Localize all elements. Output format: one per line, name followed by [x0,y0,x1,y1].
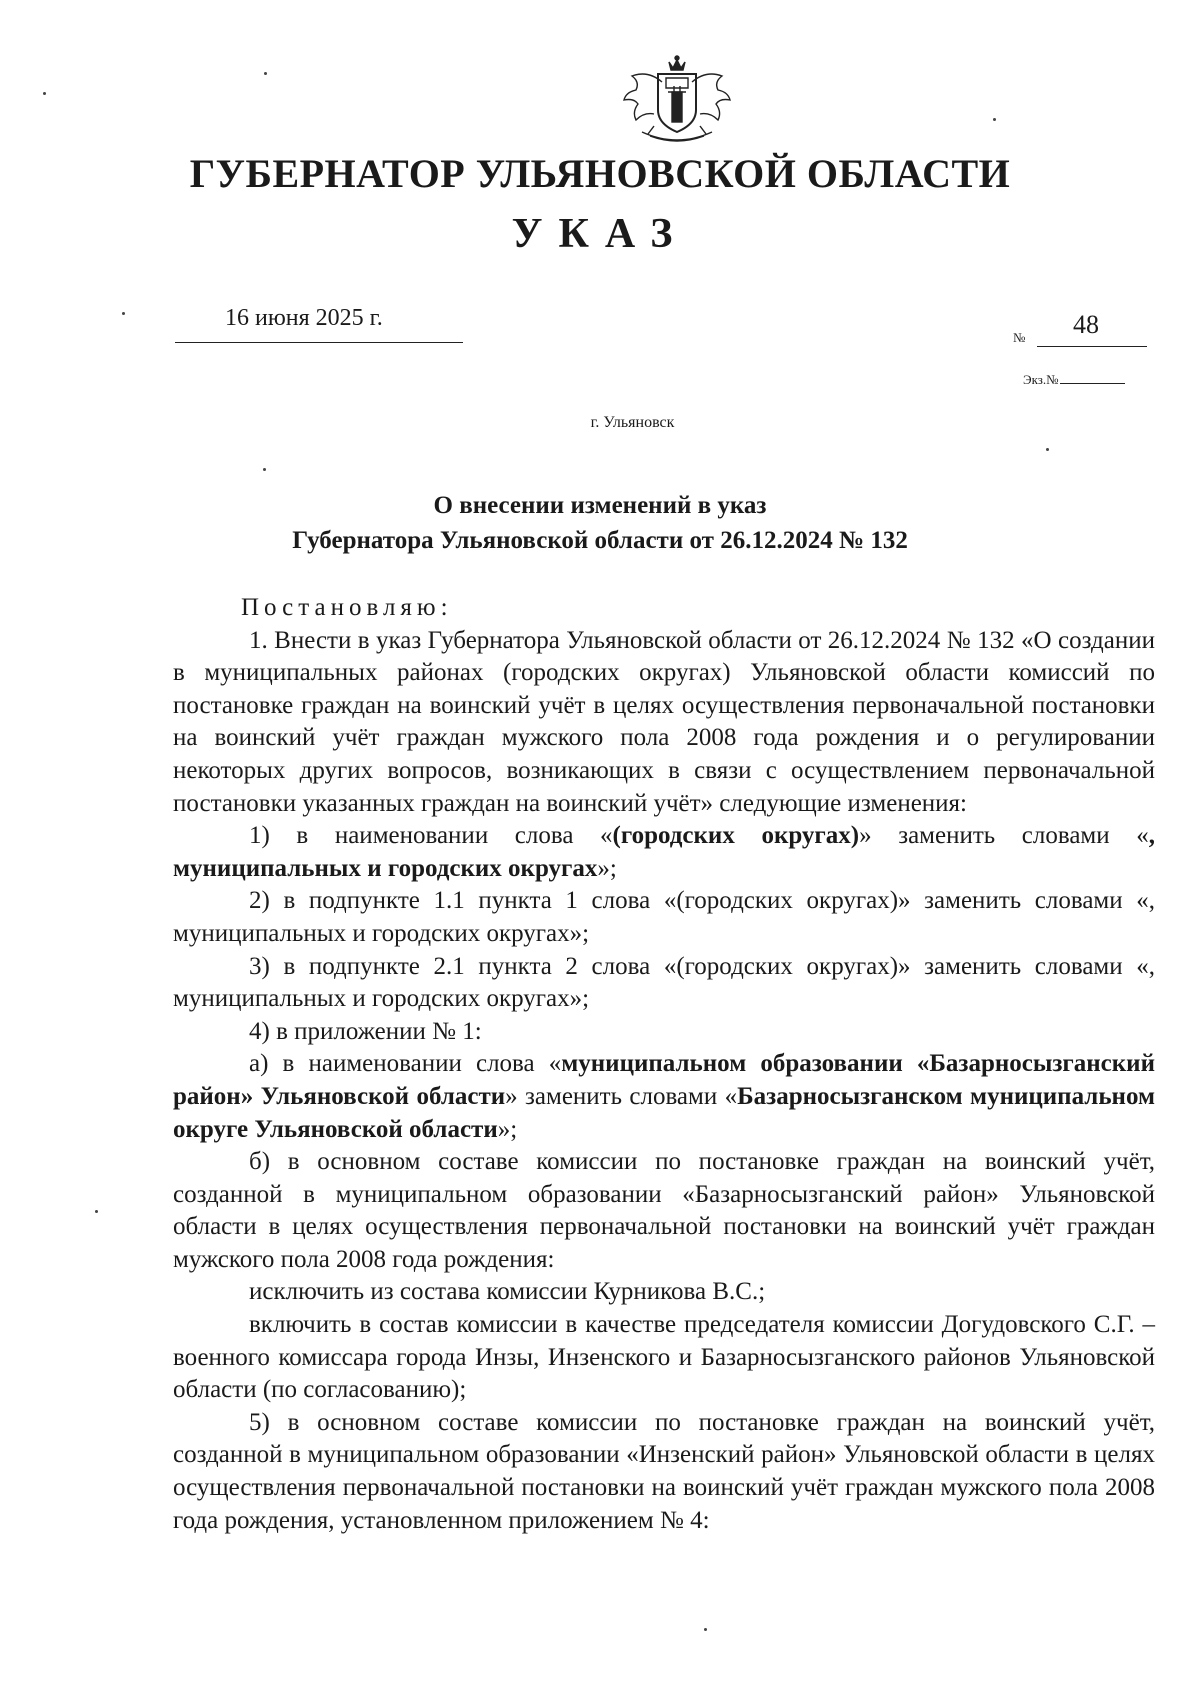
subject-line-1: О внесении изменений в указ [433,492,767,519]
paragraph-item-4a [173,1048,1155,1146]
paragraph-item-5: 5) в основном составе комиссии по постановке граждан на воинский учёт, созданной в муниципальном образовании «Инзенский район» Ульяновской области в целях осуществления первоначальной постановки на воинский учёт граждан мужского пола 2008 года рождения, установленном приложением № 4: [173,1408,1155,1534]
scan-speck [1046,448,1049,451]
item-1-text-c: » заменить словами « [859,822,1149,850]
paragraph-item-3: 3) в подпункте 2.1 пункта 2 слова «(городских округах)» заменить словами «, муниципальных и городских округах»; [173,952,1155,1013]
item-4a-text-e: »; [497,1115,518,1143]
document-date: 16 июня 2025 г. [225,305,383,331]
issue-city: г. Ульяновск [590,414,675,431]
coat-of-arms-emblem [622,52,732,144]
number-sign: № [1013,330,1026,345]
intro-text: Постановляю: [241,594,453,621]
item-1-text-e: »; [597,854,617,882]
number-underline [1037,346,1147,347]
document-type: УКАЗ [511,211,689,257]
item-4a-text-c: » заменить словами « [505,1082,738,1110]
scan-speck [122,312,125,315]
item-4a-text-a: а) в наименовании слова « [249,1050,562,1078]
decree-intro [173,592,1155,625]
document-subject [0,488,1200,558]
paragraph-item-4b: б) в основном составе комиссии по постановке граждан на воинский учёт, созданной в муниципальном образовании «Базарносызганский район» Ульяновской области в целях осуществления первоначальной постановки на воинский учёт граждан мужского пола 2008 года рождения: [173,1148,1155,1273]
subject-line-2: Губернатора Ульяновской области от 26.12.2024 № 132 [292,527,908,554]
paragraph-item-4: 4) в приложении № 1: [249,1017,482,1045]
item-1-new-words: , муниципальных и городских округах [173,822,1155,882]
number-field [1013,310,1148,350]
item-4a-new-words: Базарносызганском муниципальном округе Ульяновской области [173,1082,1156,1143]
item-4a-old-words: муниципальном образовании «Базарносызганский район» Ульяновской области [173,1050,1155,1110]
copy-number-underline [1060,383,1125,384]
paragraph-item-1 [173,820,1155,885]
date-underline [175,342,463,343]
item-1-old-words: (городских округах) [612,822,860,850]
scan-speck [95,1210,98,1213]
document-body [173,592,1155,1537]
scan-speck [993,118,996,121]
scan-speck [263,468,266,471]
paragraph-exclude: исключить из состава комиссии Курникова В.С.; [249,1278,766,1306]
item-1-text-a: 1) в наименовании слова « [249,822,613,850]
scan-speck [264,72,267,75]
scan-speck [704,1628,707,1631]
copy-number-field [1023,372,1125,388]
paragraph-include: включить в состав комиссии в качестве председателя комиссии Догудовского С.Г. – военного комиссара города Инзы, Инзенского и Базарносызганского районов Ульяновской области (по согласованию); [173,1311,1155,1404]
paragraph-item-2: 2) в подпункте 1.1 пункта 1 слова «(городских округах)» заменить словами «, муниципальных и городских округах»; [173,887,1155,947]
date-field [175,305,463,343]
paragraph-1: 1. Внести в указ Губернатора Ульяновской области от 26.12.2024 № 132 «О создании в муниципальных районах (городских округах) Ульяновской области комиссий по постановке граждан на воинский учёт в целях осуществления первоначальной постановки на воинский учёт граждан мужского пола 2008 года рождения и о регулировании некоторых других вопросов, возникающих в связи с осуществлением первоначальной постановки указанных граждан на воинский учёт» следующие изменения: [173,626,1155,817]
document-number: 48 [1073,310,1099,339]
scan-speck [43,92,46,95]
copy-number-label: Экз.№ [1023,372,1059,387]
issuer-title: ГУБЕРНАТОР УЛЬЯНОВСКОЙ ОБЛАСТИ [189,151,1011,196]
